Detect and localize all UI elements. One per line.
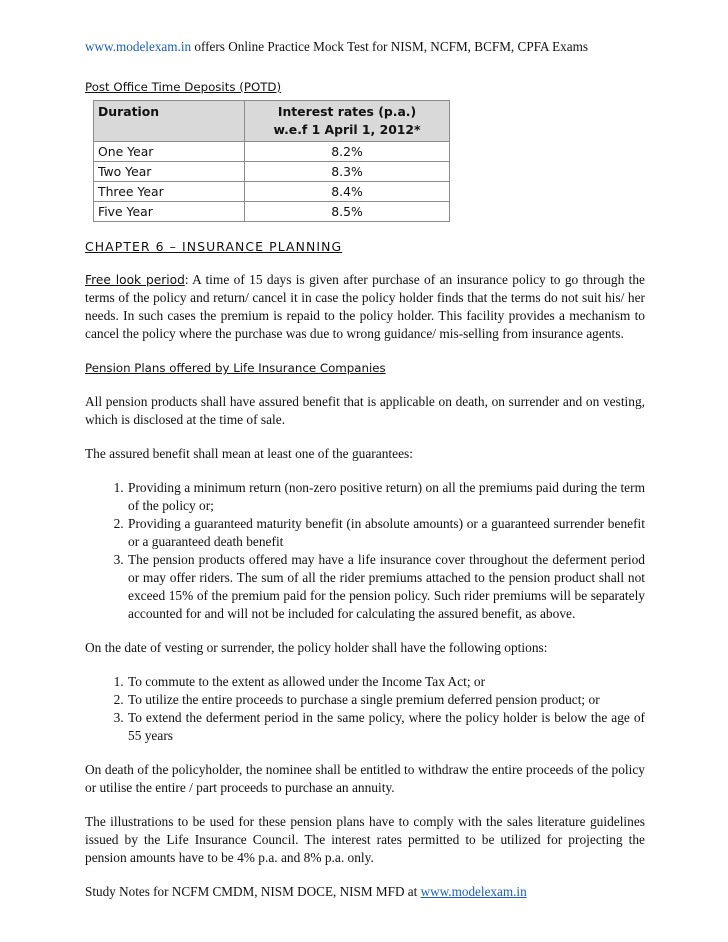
list-item: 2. Providing a guaranteed maturity benefit (in absolute amounts) or a guaranteed surrender benefit or a guaranteed death benefit <box>127 515 645 551</box>
header-text: offers Online Practice Mock Test for NISM, NCFM, BCFM, CPFA Exams <box>191 39 588 54</box>
list-item: 3. The pension products offered may have a life insurance cover throughout the deferment period or may offer riders. The sum of all the rider premiums attached to the pension product shall not exceed 15% of the premium paid for the pension policy. Such rider premiums will be separately accounted for and will not be included for calculating the assured benefit, as above. <box>127 551 645 623</box>
rate-cell: 8.2% <box>245 142 450 162</box>
pension-paragraph-2: The assured benefit shall mean at least one of the guarantees: <box>85 446 413 461</box>
pension-heading: Pension Plans offered by Life Insurance Companies <box>85 361 386 375</box>
document-page <box>85 38 645 901</box>
free-look-text: : A time of 15 days is given after purchase of an insurance policy to go through the terms of the policy and return/ cancel it in case the policy holder finds that the terms do not suit his/ her needs. In such cases the premium is repaid to the policy holder. This facility provides a mechanism to cancel the policy where the purchase was due to wrong guidance/ mis-selling from insurance agents. <box>85 272 645 341</box>
table-row <box>94 162 450 182</box>
page-header <box>85 38 645 56</box>
pension-paragraph-5: The illustrations to be used for these pension plans have to comply with the sales literature guidelines issued by the Life Insurance Council. The interest rates permitted to be utilized for projecting the pension amounts have to be 4% p.a. and 8% p.a. only. <box>85 814 645 865</box>
free-look-paragraph <box>85 271 645 343</box>
pension-paragraph-3: On the date of vesting or surrender, the policy holder shall have the following options: <box>85 640 548 655</box>
list-item: 2. To utilize the entire proceeds to purchase a single premium deferred pension product; or <box>127 691 645 709</box>
duration-column-header: Duration <box>94 101 245 142</box>
duration-cell: Five Year <box>94 202 245 222</box>
footer-site-link[interactable]: www.modelexam.in <box>420 884 527 899</box>
rate-header-line2: w.e.f 1 April 1, 2012* <box>273 122 421 137</box>
table-row <box>94 142 450 162</box>
rate-header-line1: Interest rates (p.a.) <box>277 104 417 119</box>
footer-text: Study Notes for NCFM CMDM, NISM DOCE, NISM MFD at <box>85 884 421 899</box>
list-item: 1. To commute to the extent as allowed under the Income Tax Act; or <box>127 673 645 691</box>
table-header-row <box>94 101 450 142</box>
duration-cell: One Year <box>94 142 245 162</box>
free-look-term: Free look period <box>85 273 185 287</box>
potd-heading: Post Office Time Deposits (POTD) <box>85 80 282 94</box>
options-list <box>85 673 645 745</box>
list-item: 1. Providing a minimum return (non-zero positive return) on all the premiums paid during the term of the policy or; <box>127 479 645 515</box>
pension-paragraph-4: On death of the policyholder, the nominee shall be entitled to withdraw the entire proceeds of the policy or utilise the entire / part proceeds to purchase an annuity. <box>85 762 645 795</box>
page-footer <box>85 883 645 901</box>
table-row <box>94 202 450 222</box>
rate-column-header <box>245 101 450 142</box>
table-row <box>94 182 450 202</box>
rate-cell: 8.4% <box>245 182 450 202</box>
duration-cell: Three Year <box>94 182 245 202</box>
chapter-title: CHAPTER 6 – INSURANCE PLANNING <box>85 239 343 254</box>
potd-rate-table <box>93 100 450 222</box>
duration-cell: Two Year <box>94 162 245 182</box>
guarantees-list <box>85 479 645 623</box>
list-item: 3. To extend the deferment period in the same policy, where the policy holder is below the age of 55 years <box>127 709 645 745</box>
rate-cell: 8.3% <box>245 162 450 182</box>
header-site-link[interactable]: www.modelexam.in <box>85 39 192 54</box>
rate-cell: 8.5% <box>245 202 450 222</box>
pension-paragraph-1: All pension products shall have assured benefit that is applicable on death, on surrender and on vesting, which is disclosed at the time of sale. <box>85 394 645 427</box>
